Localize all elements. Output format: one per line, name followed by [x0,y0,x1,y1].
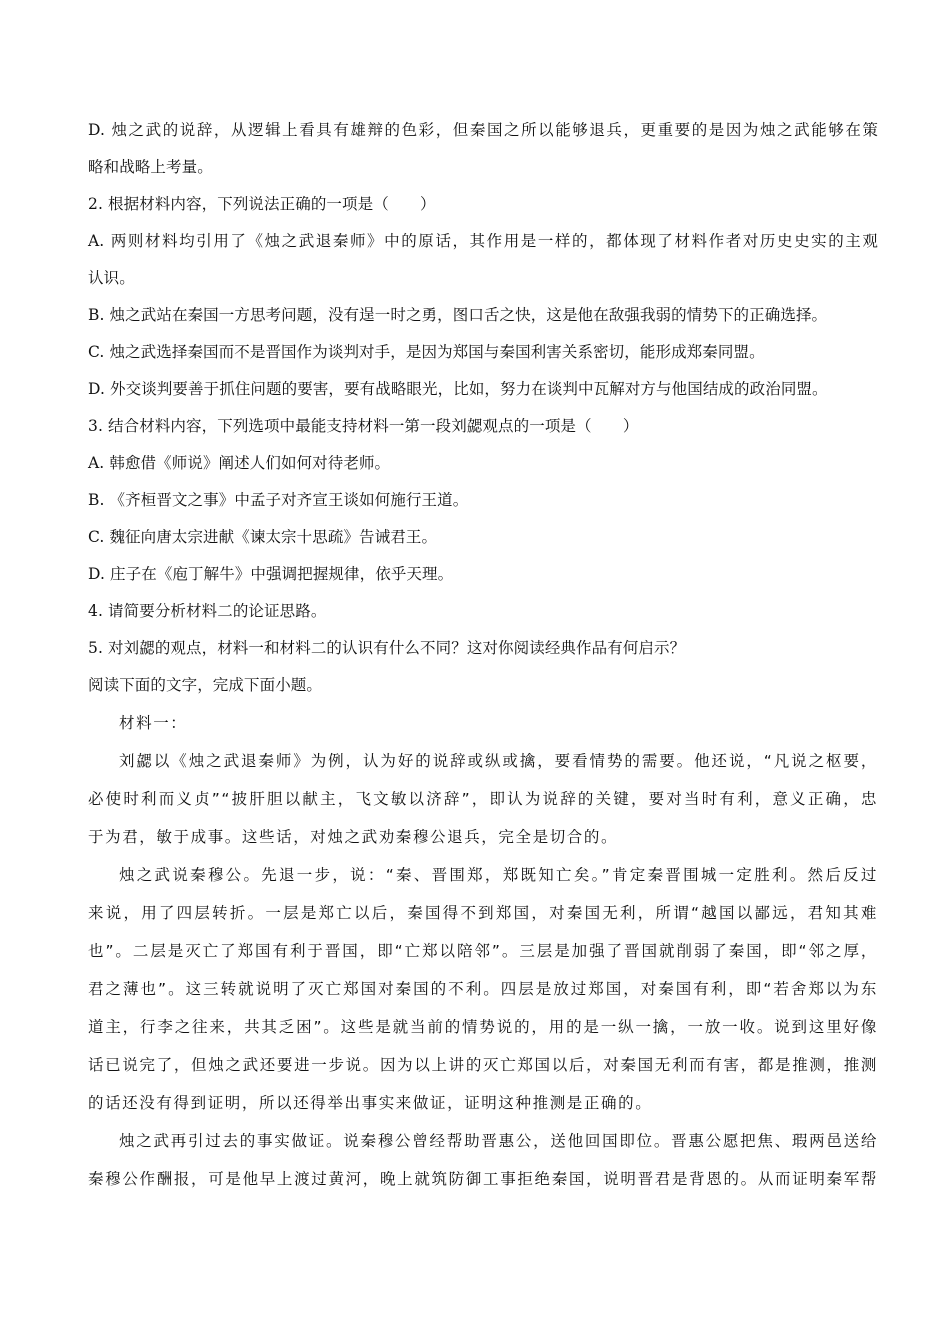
exam-page [88,112,878,1198]
material-p2-line4: 君之薄也”。这三转就说明了灭亡郑国对秦国的不利。四层是放过郑国，对秦国有利，即“若舍郑以为东 [88,980,878,998]
material-p2-line7: 的话还没有得到证明，所以还得举出事实来做证，证明这种推测是正确的。 [88,1094,653,1112]
material-p3-line2: 秦穆公作酬报，可是他早上渡过黄河，晚上就筑防御工事拒绝秦国，说明晋君是背恩的。从而证明秦军帮 [88,1170,878,1188]
material-p2-line1: 烛之武说秦穆公。先退一步，说：“秦、晋围郑，郑既知亡矣。”肯定秦晋围城一定胜利。然后反过 [119,866,878,884]
material-p1-line1: 刘勰以《烛之武退秦师》为例，认为好的说辞或纵或擒，要看情势的需要。他还说，“凡说之枢要， [119,752,878,770]
material-p2-line3: 也”。二层是灭亡了郑国有利于晋国，即“亡郑以陪邻”。三层是加强了晋国就削弱了秦国，即“邻之厚， [88,942,878,960]
q3-option-b: B. 《齐桓晋文之事》中孟子对齐宣王谈如何施行王道。 [88,491,469,509]
material-heading: 材料一： [119,714,188,732]
q1-option-d-line2: 略和战略上考量。 [88,158,213,176]
q2-option-c: C. 烛之武选择秦国而不是晋国作为谈判对手，是因为郑国与秦国利害关系密切，能形成郑秦同盟。 [88,343,765,361]
material-p3-line1: 烛之武再引过去的事实做证。说秦穆公曾经帮助晋惠公，送他回国即位。晋惠公愿把焦、瑕两邑送给 [119,1132,878,1150]
material-p1-line2: 必使时利而义贞”“披肝胆以献主，飞文敏以济辞”，即认为说辞的关键，要对当时有利，意义正确，忠 [88,790,878,808]
q1-option-d-line1: D. 烛之武的说辞，从逻辑上看具有雄辩的色彩，但秦国之所以能够退兵，更重要的是因为烛之武能够在策 [88,121,878,139]
reading-instruction: 阅读下面的文字，完成下面小题。 [88,676,323,694]
q2-option-a-line1: A. 两则材料均引用了《烛之武退秦师》中的原话，其作用是一样的，都体现了材料作者对历史史实的主观 [88,232,878,250]
q3-option-d: D. 庄子在《庖丁解牛》中强调把握规律，依乎天理。 [88,565,454,583]
q2-option-a-line2: 认识。 [88,269,135,287]
q2-option-d: D. 外交谈判要善于抓住问题的要害，要有战略眼光，比如，努力在谈判中瓦解对方与他国结成的政治同盟。 [88,380,828,398]
q3-option-a: A. 韩愈借《师说》阐述人们如何对待老师。 [88,454,391,472]
material-p1-line3: 于为君，敏于成事。这些话，对烛之武劝秦穆公退兵，完全是切合的。 [88,828,619,846]
q2-option-b: B. 烛之武站在秦国一方思考问题，没有逞一时之勇，图口舌之快，这是他在敌强我弱的情势下的正确选择。 [88,306,828,324]
material-p2-line2: 来说，用了四层转折。一层是郑亡以后，秦国得不到郑国，对秦国无利，所谓“越国以鄙远，君知其难 [88,904,878,922]
q3-stem: 3. 结合材料内容，下列选项中最能支持材料一第一段刘勰观点的一项是（ ） [88,417,639,435]
q2-stem: 2. 根据材料内容，下列说法正确的一项是（ ） [88,195,436,213]
q3-option-c: C. 魏征向唐太宗进献《谏太宗十思疏》告诫君王。 [88,528,438,546]
material-p2-line5: 道主，行李之往来，共其乏困”。这些是就当前的情势说的，用的是一纵一擒，一放一收。说到这里好像 [88,1018,878,1036]
material-p2-line6: 话已说完了，但烛之武还要进一步说。因为以上讲的灭亡郑国以后，对秦国无利而有害，都是推测，推测 [88,1056,878,1074]
q5-stem: 5. 对刘勰的观点，材料一和材料二的认识有什么不同？这对你阅读经典作品有何启示？ [88,639,686,657]
q4-stem: 4. 请简要分析材料二的论证思路。 [88,602,327,620]
